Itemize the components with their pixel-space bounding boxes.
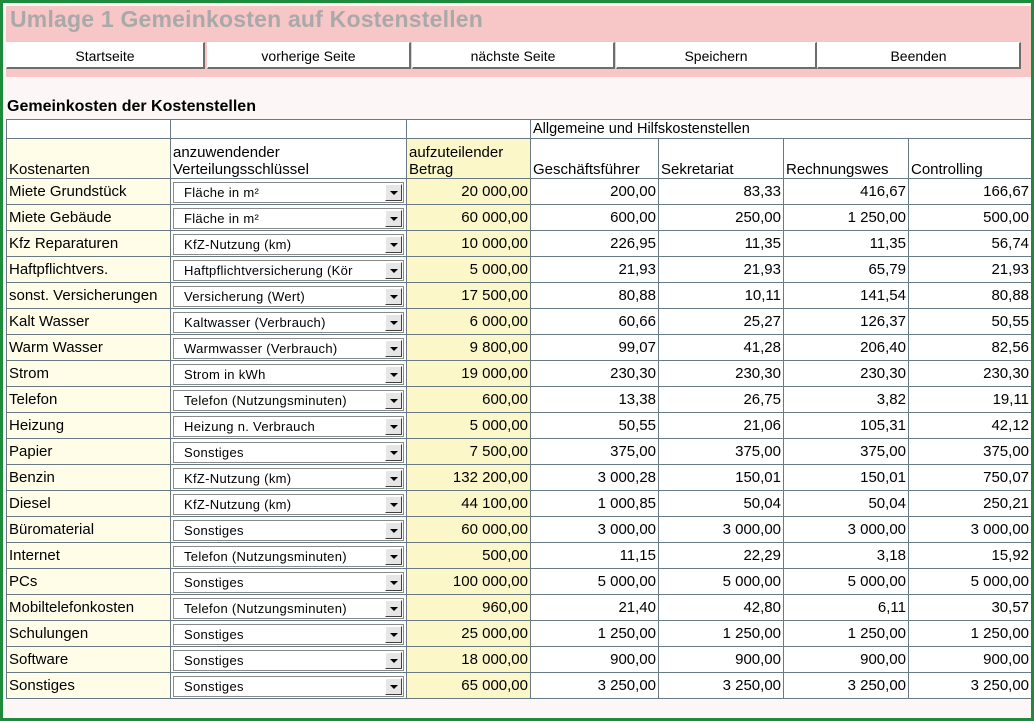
- allocation-key-value: Telefon (Nutzungsminuten): [184, 392, 347, 408]
- value-sekretariat-cell: 21,06: [659, 413, 784, 439]
- cost-type-cell: Benzin: [7, 465, 171, 491]
- value-controlling-cell: 900,00: [909, 647, 1032, 673]
- allocation-key-value: Sonstiges: [184, 626, 244, 642]
- value-sekretariat-cell: 1 250,00: [659, 621, 784, 647]
- table-row: [7, 595, 1032, 621]
- allocation-key-cell: [171, 439, 407, 465]
- value-sekretariat-cell: 150,01: [659, 465, 784, 491]
- value-geschaeftsfuehrer-cell: 3 250,00: [531, 673, 659, 699]
- value-rechnungswesen-cell: 126,37: [784, 309, 909, 335]
- table-row: [7, 621, 1032, 647]
- save-button[interactable]: Speichern: [616, 42, 817, 69]
- allocation-key-cell: [171, 543, 407, 569]
- value-rechnungswesen-cell: 150,01: [784, 465, 909, 491]
- header-betrag: aufzuteilender Betrag: [407, 139, 531, 179]
- allocation-key-dropdown[interactable]: [173, 624, 404, 645]
- table-row: [7, 361, 1032, 387]
- value-controlling-cell: 230,30: [909, 361, 1032, 387]
- table-row: [7, 569, 1032, 595]
- chevron-down-icon[interactable]: [385, 314, 402, 331]
- allocation-key-value: Sonstiges: [184, 652, 244, 668]
- amount-cell[interactable]: 44 100,00: [407, 491, 531, 517]
- value-controlling-cell: 166,67: [909, 179, 1032, 205]
- navigation-bar: [6, 42, 1031, 77]
- chevron-down-icon[interactable]: [385, 236, 402, 253]
- value-sekretariat-cell: 10,11: [659, 283, 784, 309]
- allocation-key-dropdown[interactable]: [173, 468, 404, 489]
- allocation-key-value: Telefon (Nutzungsminuten): [184, 548, 347, 564]
- allocation-key-value: KfZ-Nutzung (km): [184, 236, 292, 252]
- value-rechnungswesen-cell: 65,79: [784, 257, 909, 283]
- value-sekretariat-cell: 11,35: [659, 231, 784, 257]
- allocation-key-cell: [171, 517, 407, 543]
- allocation-key-dropdown[interactable]: [173, 234, 404, 255]
- value-rechnungswesen-cell: 416,67: [784, 179, 909, 205]
- cost-type-cell: PCs: [7, 569, 171, 595]
- allocation-key-value: Heizung n. Verbrauch: [184, 418, 316, 434]
- allocation-key-dropdown[interactable]: [173, 598, 404, 619]
- allocation-key-dropdown[interactable]: [173, 442, 404, 463]
- value-geschaeftsfuehrer-cell: 13,38: [531, 387, 659, 413]
- value-rechnungswesen-cell: 6,11: [784, 595, 909, 621]
- amount-cell[interactable]: 60 000,00: [407, 517, 531, 543]
- allocation-key-dropdown[interactable]: [173, 182, 404, 203]
- value-controlling-cell: 42,12: [909, 413, 1032, 439]
- value-geschaeftsfuehrer-cell: 3 000,00: [531, 517, 659, 543]
- header-geschaeftsfuehrer: Geschäftsführer: [531, 139, 659, 179]
- allocation-key-cell: [171, 387, 407, 413]
- chevron-down-icon[interactable]: [385, 210, 402, 227]
- allocation-key-dropdown[interactable]: [173, 650, 404, 671]
- cost-type-cell: Miete Gebäude: [7, 205, 171, 231]
- value-sekretariat-cell: 3 000,00: [659, 517, 784, 543]
- table-row: [7, 309, 1032, 335]
- table-row: [7, 387, 1032, 413]
- value-rechnungswesen-cell: 3,82: [784, 387, 909, 413]
- allocation-key-value: Telefon (Nutzungsminuten): [184, 600, 347, 616]
- chevron-down-icon[interactable]: [385, 418, 402, 435]
- cost-type-cell: Kfz Reparaturen: [7, 231, 171, 257]
- table-row: [7, 335, 1032, 361]
- chevron-down-icon[interactable]: [385, 288, 402, 305]
- chevron-down-icon[interactable]: [385, 366, 402, 383]
- allocation-key-cell: [171, 569, 407, 595]
- value-geschaeftsfuehrer-cell: 5 000,00: [531, 569, 659, 595]
- allocation-key-cell: [171, 621, 407, 647]
- allocation-key-cell: [171, 673, 407, 699]
- cost-type-cell: Software: [7, 647, 171, 673]
- allocation-key-cell: [171, 647, 407, 673]
- allocation-key-cell: [171, 335, 407, 361]
- table-row: [7, 491, 1032, 517]
- value-sekretariat-cell: 21,93: [659, 257, 784, 283]
- amount-cell[interactable]: 600,00: [407, 387, 531, 413]
- value-rechnungswesen-cell: 1 250,00: [784, 621, 909, 647]
- value-controlling-cell: 19,11: [909, 387, 1032, 413]
- section-title: Gemeinkosten der Kostenstellen: [7, 98, 256, 115]
- page-title: Umlage 1 Gemeinkosten auf Kostenstellen: [10, 6, 484, 32]
- value-geschaeftsfuehrer-cell: 230,30: [531, 361, 659, 387]
- allocation-key-dropdown[interactable]: [173, 390, 404, 411]
- allocation-key-cell: [171, 257, 407, 283]
- allocation-key-value: Versicherung (Wert): [184, 288, 306, 304]
- cost-type-cell: Sonstiges: [7, 673, 171, 699]
- allocation-key-value: Fläche in m²: [184, 210, 260, 226]
- value-controlling-cell: 50,55: [909, 309, 1032, 335]
- value-geschaeftsfuehrer-cell: 200,00: [531, 179, 659, 205]
- allocation-key-dropdown[interactable]: [173, 286, 404, 307]
- value-geschaeftsfuehrer-cell: 1 000,85: [531, 491, 659, 517]
- header-spacer: [407, 120, 531, 139]
- header-rechnungswesen: Rechnungswes: [784, 139, 909, 179]
- cost-type-cell: Internet: [7, 543, 171, 569]
- allocation-key-cell: [171, 361, 407, 387]
- allocation-key-dropdown[interactable]: [173, 416, 404, 437]
- allocation-key-value: Fläche in m²: [184, 184, 260, 200]
- table-row: [7, 413, 1032, 439]
- table-row: [7, 465, 1032, 491]
- allocation-key-cell: [171, 465, 407, 491]
- value-sekretariat-cell: 5 000,00: [659, 569, 784, 595]
- cost-type-cell: Haftpflichtvers.: [7, 257, 171, 283]
- chevron-down-icon[interactable]: [385, 496, 402, 513]
- value-controlling-cell: 5 000,00: [909, 569, 1032, 595]
- value-controlling-cell: 375,00: [909, 439, 1032, 465]
- chevron-down-icon[interactable]: [385, 262, 402, 279]
- allocation-key-value: Sonstiges: [184, 678, 244, 694]
- value-controlling-cell: 750,07: [909, 465, 1032, 491]
- allocation-key-dropdown[interactable]: [173, 494, 404, 515]
- value-geschaeftsfuehrer-cell: 3 000,28: [531, 465, 659, 491]
- amount-cell[interactable]: 60 000,00: [407, 205, 531, 231]
- cost-type-cell: Schulungen: [7, 621, 171, 647]
- value-geschaeftsfuehrer-cell: 600,00: [531, 205, 659, 231]
- amount-cell[interactable]: 6 000,00: [407, 309, 531, 335]
- chevron-down-icon[interactable]: [385, 678, 402, 695]
- allocation-key-dropdown[interactable]: [173, 572, 404, 593]
- allocation-key-cell: [171, 179, 407, 205]
- allocation-key-cell: [171, 309, 407, 335]
- value-rechnungswesen-cell: 141,54: [784, 283, 909, 309]
- group-header: Allgemeine und Hilfskostenstellen: [531, 120, 1032, 139]
- value-rechnungswesen-cell: 3 250,00: [784, 673, 909, 699]
- allocation-key-dropdown[interactable]: [173, 364, 404, 385]
- allocation-key-dropdown[interactable]: [173, 312, 404, 333]
- cost-allocation-table: [6, 119, 1032, 699]
- value-geschaeftsfuehrer-cell: 99,07: [531, 335, 659, 361]
- allocation-key-cell: [171, 491, 407, 517]
- cost-type-cell: sonst. Versicherungen: [7, 283, 171, 309]
- table-row: [7, 257, 1032, 283]
- value-rechnungswesen-cell: 375,00: [784, 439, 909, 465]
- value-geschaeftsfuehrer-cell: 900,00: [531, 647, 659, 673]
- amount-cell[interactable]: 10 000,00: [407, 231, 531, 257]
- allocation-key-value: Haftpflichtversicherung (Kör: [184, 262, 353, 278]
- chevron-down-icon[interactable]: [385, 600, 402, 617]
- allocation-key-dropdown[interactable]: [173, 208, 404, 229]
- amount-cell[interactable]: 500,00: [407, 543, 531, 569]
- title-band: [6, 6, 1031, 42]
- table-row: [7, 647, 1032, 673]
- chevron-down-icon[interactable]: [385, 184, 402, 201]
- allocation-key-cell: [171, 413, 407, 439]
- header-schluessel: anzuwendender Verteilungsschlüssel: [171, 139, 407, 179]
- amount-cell[interactable]: 5 000,00: [407, 257, 531, 283]
- value-sekretariat-cell: 3 250,00: [659, 673, 784, 699]
- value-geschaeftsfuehrer-cell: 11,15: [531, 543, 659, 569]
- cost-type-cell: Strom: [7, 361, 171, 387]
- table-row: [7, 205, 1032, 231]
- table-row: [7, 673, 1032, 699]
- value-geschaeftsfuehrer-cell: 21,40: [531, 595, 659, 621]
- header-kostenarten: Kostenarten: [7, 139, 171, 179]
- value-geschaeftsfuehrer-cell: 50,55: [531, 413, 659, 439]
- allocation-key-dropdown[interactable]: [173, 546, 404, 567]
- amount-cell[interactable]: 5 000,00: [407, 413, 531, 439]
- value-rechnungswesen-cell: 5 000,00: [784, 569, 909, 595]
- value-geschaeftsfuehrer-cell: 226,95: [531, 231, 659, 257]
- amount-cell[interactable]: 19 000,00: [407, 361, 531, 387]
- quit-button[interactable]: Beenden: [817, 42, 1021, 69]
- chevron-down-icon[interactable]: [385, 444, 402, 461]
- amount-cell[interactable]: 18 000,00: [407, 647, 531, 673]
- cost-type-cell: Diesel: [7, 491, 171, 517]
- amount-cell[interactable]: 100 000,00: [407, 569, 531, 595]
- value-sekretariat-cell: 230,30: [659, 361, 784, 387]
- value-sekretariat-cell: 50,04: [659, 491, 784, 517]
- header-spacer: [7, 120, 171, 139]
- cost-type-cell: Büromaterial: [7, 517, 171, 543]
- value-geschaeftsfuehrer-cell: 1 250,00: [531, 621, 659, 647]
- amount-cell[interactable]: 17 500,00: [407, 283, 531, 309]
- value-rechnungswesen-cell: 900,00: [784, 647, 909, 673]
- amount-cell[interactable]: 9 800,00: [407, 335, 531, 361]
- allocation-key-value: KfZ-Nutzung (km): [184, 470, 292, 486]
- value-geschaeftsfuehrer-cell: 60,66: [531, 309, 659, 335]
- table-row: [7, 543, 1032, 569]
- value-controlling-cell: 1 250,00: [909, 621, 1032, 647]
- amount-cell[interactable]: 20 000,00: [407, 179, 531, 205]
- amount-cell[interactable]: 65 000,00: [407, 673, 531, 699]
- value-rechnungswesen-cell: 105,31: [784, 413, 909, 439]
- next-page-button[interactable]: nächste Seite: [412, 42, 615, 69]
- header-spacer: [171, 120, 407, 139]
- allocation-key-value: Sonstiges: [184, 444, 244, 460]
- value-rechnungswesen-cell: 206,40: [784, 335, 909, 361]
- cost-type-cell: Papier: [7, 439, 171, 465]
- allocation-key-value: Sonstiges: [184, 522, 244, 538]
- value-controlling-cell: 82,56: [909, 335, 1032, 361]
- header-controlling: Controlling: [909, 139, 1032, 179]
- chevron-down-icon[interactable]: [385, 548, 402, 565]
- cost-type-cell: Warm Wasser: [7, 335, 171, 361]
- value-controlling-cell: 250,21: [909, 491, 1032, 517]
- allocation-key-cell: [171, 231, 407, 257]
- previous-page-button[interactable]: vorherige Seite: [207, 42, 411, 69]
- value-rechnungswesen-cell: 3,18: [784, 543, 909, 569]
- value-sekretariat-cell: 42,80: [659, 595, 784, 621]
- value-sekretariat-cell: 900,00: [659, 647, 784, 673]
- value-geschaeftsfuehrer-cell: 375,00: [531, 439, 659, 465]
- value-sekretariat-cell: 22,29: [659, 543, 784, 569]
- amount-cell[interactable]: 960,00: [407, 595, 531, 621]
- value-geschaeftsfuehrer-cell: 21,93: [531, 257, 659, 283]
- chevron-down-icon[interactable]: [385, 626, 402, 643]
- allocation-key-dropdown[interactable]: [173, 260, 404, 281]
- value-controlling-cell: 3 250,00: [909, 673, 1032, 699]
- allocation-key-dropdown[interactable]: [173, 520, 404, 541]
- amount-cell[interactable]: 7 500,00: [407, 439, 531, 465]
- table-row: [7, 283, 1032, 309]
- table-row: [7, 439, 1032, 465]
- allocation-key-cell: [171, 595, 407, 621]
- cost-type-cell: Telefon: [7, 387, 171, 413]
- amount-cell[interactable]: 25 000,00: [407, 621, 531, 647]
- chevron-down-icon[interactable]: [385, 392, 402, 409]
- allocation-key-value: Strom in kWh: [184, 366, 266, 382]
- cost-type-cell: Heizung: [7, 413, 171, 439]
- value-controlling-cell: 30,57: [909, 595, 1032, 621]
- value-controlling-cell: 56,74: [909, 231, 1032, 257]
- value-sekretariat-cell: 26,75: [659, 387, 784, 413]
- value-rechnungswesen-cell: 1 250,00: [784, 205, 909, 231]
- allocation-key-dropdown[interactable]: [173, 676, 404, 697]
- value-geschaeftsfuehrer-cell: 80,88: [531, 283, 659, 309]
- value-sekretariat-cell: 41,28: [659, 335, 784, 361]
- value-controlling-cell: 500,00: [909, 205, 1032, 231]
- cost-type-cell: Miete Grundstück: [7, 179, 171, 205]
- value-controlling-cell: 80,88: [909, 283, 1032, 309]
- value-rechnungswesen-cell: 11,35: [784, 231, 909, 257]
- value-controlling-cell: 21,93: [909, 257, 1032, 283]
- table-row: [7, 179, 1032, 205]
- column-header-row: [7, 139, 1032, 179]
- allocation-key-dropdown[interactable]: [173, 338, 404, 359]
- table-row: [7, 517, 1032, 543]
- value-rechnungswesen-cell: 3 000,00: [784, 517, 909, 543]
- allocation-key-value: Sonstiges: [184, 574, 244, 590]
- group-header-row: [7, 120, 1032, 139]
- value-controlling-cell: 3 000,00: [909, 517, 1032, 543]
- value-sekretariat-cell: 83,33: [659, 179, 784, 205]
- cost-type-cell: Kalt Wasser: [7, 309, 171, 335]
- allocation-key-value: Warmwasser (Verbrauch): [184, 340, 338, 356]
- allocation-key-cell: [171, 205, 407, 231]
- start-page-button[interactable]: Startseite: [6, 42, 205, 69]
- cost-type-cell: Mobiltelefonkosten: [7, 595, 171, 621]
- value-rechnungswesen-cell: 230,30: [784, 361, 909, 387]
- header-sekretariat: Sekretariat: [659, 139, 784, 179]
- table-row: [7, 231, 1032, 257]
- value-rechnungswesen-cell: 50,04: [784, 491, 909, 517]
- chevron-down-icon[interactable]: [385, 522, 402, 539]
- allocation-key-cell: [171, 283, 407, 309]
- chevron-down-icon[interactable]: [385, 470, 402, 487]
- chevron-down-icon[interactable]: [385, 340, 402, 357]
- value-sekretariat-cell: 375,00: [659, 439, 784, 465]
- allocation-key-value: Kaltwasser (Verbrauch): [184, 314, 326, 330]
- value-sekretariat-cell: 25,27: [659, 309, 784, 335]
- value-sekretariat-cell: 250,00: [659, 205, 784, 231]
- value-controlling-cell: 15,92: [909, 543, 1032, 569]
- chevron-down-icon[interactable]: [385, 652, 402, 669]
- chevron-down-icon[interactable]: [385, 574, 402, 591]
- allocation-key-value: KfZ-Nutzung (km): [184, 496, 292, 512]
- amount-cell[interactable]: 132 200,00: [407, 465, 531, 491]
